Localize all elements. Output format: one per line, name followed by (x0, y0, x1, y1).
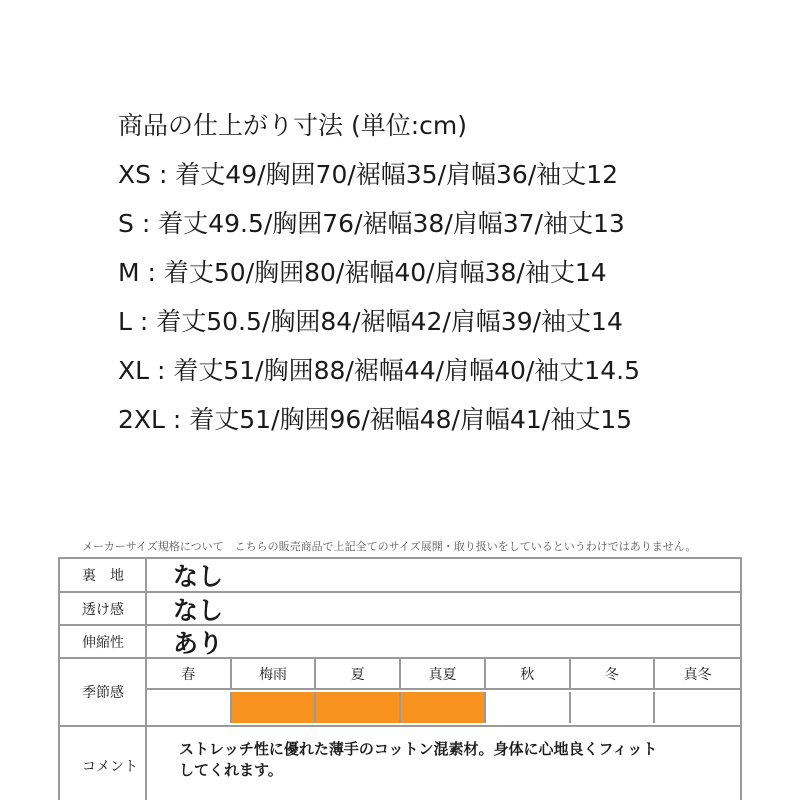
spec-row-sheer (60, 593, 740, 626)
spec-label: 裏 地 (60, 559, 147, 591)
season-header: 春 (147, 659, 232, 690)
season-cell (232, 692, 317, 723)
spec-value: なし (173, 595, 224, 625)
season-header: 真冬 (655, 659, 740, 690)
spec-label: 透け感 (60, 593, 147, 624)
size-chart-heading: 商品の仕上がり寸法 (単位:cm) (118, 111, 467, 140)
size-row-xs: XS : 着丈49/胸囲70/裾幅35/肩幅36/袖丈12 (118, 160, 619, 189)
spec-label: コメント (60, 727, 147, 800)
season-header: 秋 (486, 659, 571, 690)
season-cell (401, 692, 486, 723)
season-header: 夏 (316, 659, 401, 690)
spec-row-comment (60, 727, 740, 800)
season-cell (571, 692, 656, 723)
spec-row-season (60, 659, 740, 727)
size-note: メーカーサイズ規格について こちらの販売商品で上記全てのサイズ展開・取り扱いをしているというわけではありません。 (82, 540, 697, 553)
spec-row-stretch (60, 626, 740, 659)
size-row-s: S : 着丈49.5/胸囲76/裾幅38/肩幅37/袖丈13 (118, 209, 625, 238)
season-cell (655, 692, 740, 723)
size-row-xl: XL : 着丈51/胸囲88/裾幅44/肩幅40/袖丈14.5 (118, 356, 640, 385)
season-header: 冬 (571, 659, 656, 690)
season-cell (316, 692, 401, 723)
size-row-2xl: 2XL : 着丈51/胸囲96/裾幅48/肩幅41/袖丈15 (118, 405, 633, 434)
season-header: 真夏 (401, 659, 486, 690)
size-row-m: M : 着丈50/胸囲80/裾幅40/肩幅38/袖丈14 (118, 258, 607, 287)
season-cell (486, 692, 571, 723)
spec-value: あり (173, 628, 224, 658)
comment-text (147, 727, 740, 800)
size-row-l: L : 着丈50.5/胸囲84/裾幅42/肩幅39/袖丈14 (118, 307, 623, 336)
season-cell (147, 692, 232, 723)
season-grid (147, 659, 740, 725)
spec-label: 季節感 (60, 659, 147, 725)
comment-line: ストレッチ性に優れた薄手のコットン混素材。身体に心地良くフィット (179, 740, 658, 758)
spec-value: なし (173, 562, 224, 591)
comment-line: してくれます。 (179, 761, 283, 779)
spec-row-lining (60, 559, 740, 593)
spec-table (58, 557, 742, 800)
season-header: 梅雨 (232, 659, 317, 690)
spec-label: 伸縮性 (60, 626, 147, 657)
size-chart (118, 108, 640, 451)
